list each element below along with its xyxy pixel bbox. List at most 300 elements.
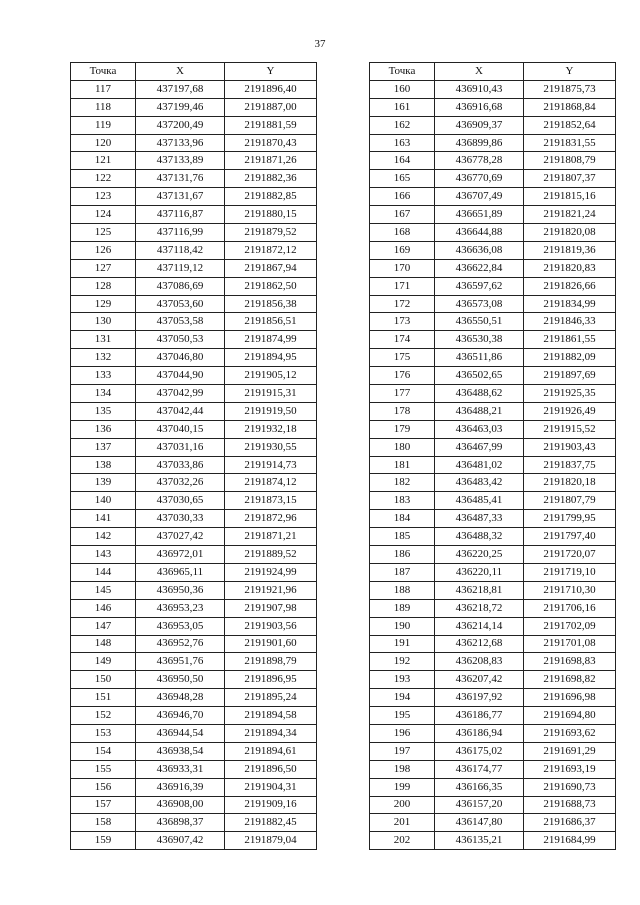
cell-x: 437044,90 — [136, 367, 225, 385]
table-row — [71, 689, 317, 707]
cell-point: 174 — [370, 331, 435, 349]
cell-y: 2191702,09 — [524, 617, 616, 635]
cell-point: 150 — [71, 671, 136, 689]
cell-y: 2191905,12 — [225, 367, 317, 385]
table-row — [71, 653, 317, 671]
cell-x: 437042,44 — [136, 402, 225, 420]
cell-y: 2191693,19 — [524, 760, 616, 778]
cell-y: 2191871,21 — [225, 528, 317, 546]
cell-point: 153 — [71, 724, 136, 742]
cell-y: 2191925,35 — [524, 385, 616, 403]
cell-x: 437116,99 — [136, 224, 225, 242]
cell-y: 2191889,52 — [225, 546, 317, 564]
cell-point: 139 — [71, 474, 136, 492]
cell-point: 142 — [71, 528, 136, 546]
cell-y: 2191797,40 — [524, 528, 616, 546]
cell-x: 436488,32 — [435, 528, 524, 546]
table-row — [370, 707, 616, 725]
table-row — [71, 474, 317, 492]
cell-point: 118 — [71, 98, 136, 116]
cell-y: 2191837,75 — [524, 456, 616, 474]
cell-y: 2191819,36 — [524, 241, 616, 259]
cell-y: 2191852,64 — [524, 116, 616, 134]
table-row — [370, 617, 616, 635]
table-row — [370, 742, 616, 760]
cell-point: 202 — [370, 832, 435, 850]
cell-y: 2191874,12 — [225, 474, 317, 492]
cell-y: 2191896,40 — [225, 80, 317, 98]
cell-point: 121 — [71, 152, 136, 170]
cell-y: 2191879,04 — [225, 832, 317, 850]
table-row — [370, 349, 616, 367]
table-row — [71, 581, 317, 599]
cell-y: 2191872,12 — [225, 241, 317, 259]
table-row — [370, 653, 616, 671]
cell-x: 436910,43 — [435, 80, 524, 98]
table-row — [71, 367, 317, 385]
table-row — [71, 832, 317, 850]
cell-y: 2191882,45 — [225, 814, 317, 832]
cell-x: 436530,38 — [435, 331, 524, 349]
header-point: Точка — [370, 63, 435, 81]
cell-point: 182 — [370, 474, 435, 492]
table-row — [370, 98, 616, 116]
table-row — [71, 456, 317, 474]
cell-point: 194 — [370, 689, 435, 707]
table-row — [71, 796, 317, 814]
cell-y: 2191698,83 — [524, 653, 616, 671]
table-row — [370, 295, 616, 313]
cell-point: 136 — [71, 420, 136, 438]
table-row — [71, 742, 317, 760]
cell-y: 2191914,73 — [225, 456, 317, 474]
table-row — [71, 80, 317, 98]
cell-x: 436488,21 — [435, 402, 524, 420]
cell-y: 2191907,98 — [225, 599, 317, 617]
table-row — [71, 707, 317, 725]
cell-point: 129 — [71, 295, 136, 313]
cell-x: 437046,80 — [136, 349, 225, 367]
cell-x: 436907,42 — [136, 832, 225, 850]
table-row — [71, 617, 317, 635]
table-row — [370, 241, 616, 259]
table-row — [71, 170, 317, 188]
cell-point: 181 — [370, 456, 435, 474]
cell-y: 2191719,10 — [524, 563, 616, 581]
cell-x: 437032,26 — [136, 474, 225, 492]
cell-x: 436944,54 — [136, 724, 225, 742]
cell-y: 2191710,30 — [524, 581, 616, 599]
table-row — [71, 563, 317, 581]
cell-x: 436186,77 — [435, 707, 524, 725]
cell-point: 195 — [370, 707, 435, 725]
cell-x: 436218,72 — [435, 599, 524, 617]
table-row — [71, 724, 317, 742]
table-row — [71, 241, 317, 259]
cell-x: 436636,08 — [435, 241, 524, 259]
table-row — [370, 277, 616, 295]
cell-y: 2191870,43 — [225, 134, 317, 152]
cell-y: 2191896,95 — [225, 671, 317, 689]
table-row — [71, 760, 317, 778]
cell-x: 437086,69 — [136, 277, 225, 295]
cell-y: 2191875,73 — [524, 80, 616, 98]
cell-x: 437133,89 — [136, 152, 225, 170]
cell-point: 175 — [370, 349, 435, 367]
table-row — [370, 581, 616, 599]
table-row — [370, 402, 616, 420]
cell-y: 2191915,52 — [524, 420, 616, 438]
cell-y: 2191820,18 — [524, 474, 616, 492]
cell-y: 2191808,79 — [524, 152, 616, 170]
cell-point: 186 — [370, 546, 435, 564]
cell-y: 2191903,56 — [225, 617, 317, 635]
table-row — [370, 546, 616, 564]
cell-y: 2191932,18 — [225, 420, 317, 438]
cell-y: 2191894,58 — [225, 707, 317, 725]
cell-point: 171 — [370, 277, 435, 295]
table-row — [71, 134, 317, 152]
cell-x: 436511,86 — [435, 349, 524, 367]
cell-x: 437031,16 — [136, 438, 225, 456]
cell-point: 122 — [71, 170, 136, 188]
cell-point: 196 — [370, 724, 435, 742]
table-row — [370, 331, 616, 349]
cell-x: 436770,69 — [435, 170, 524, 188]
cell-x: 437042,99 — [136, 385, 225, 403]
cell-x: 436909,37 — [435, 116, 524, 134]
table-row — [370, 206, 616, 224]
cell-y: 2191909,16 — [225, 796, 317, 814]
cell-point: 169 — [370, 241, 435, 259]
table-row — [370, 170, 616, 188]
cell-y: 2191684,99 — [524, 832, 616, 850]
cell-point: 147 — [71, 617, 136, 635]
cell-y: 2191820,83 — [524, 259, 616, 277]
cell-x: 436135,21 — [435, 832, 524, 850]
cell-x: 437116,87 — [136, 206, 225, 224]
cell-point: 165 — [370, 170, 435, 188]
cell-point: 128 — [71, 277, 136, 295]
page-number: 37 — [314, 38, 326, 50]
cell-y: 2191846,33 — [524, 313, 616, 331]
cell-y: 2191694,80 — [524, 707, 616, 725]
table-row — [370, 259, 616, 277]
cell-x: 437033,86 — [136, 456, 225, 474]
cell-x: 436483,42 — [435, 474, 524, 492]
cell-point: 177 — [370, 385, 435, 403]
cell-x: 437131,76 — [136, 170, 225, 188]
cell-y: 2191834,99 — [524, 295, 616, 313]
cell-x: 436622,84 — [435, 259, 524, 277]
cell-point: 127 — [71, 259, 136, 277]
cell-y: 2191882,85 — [225, 188, 317, 206]
cell-point: 158 — [71, 814, 136, 832]
cell-y: 2191688,73 — [524, 796, 616, 814]
cell-y: 2191894,95 — [225, 349, 317, 367]
cell-point: 197 — [370, 742, 435, 760]
cell-point: 131 — [71, 331, 136, 349]
cell-point: 156 — [71, 778, 136, 796]
table-row — [71, 188, 317, 206]
cell-point: 157 — [71, 796, 136, 814]
cell-x: 436214,14 — [435, 617, 524, 635]
cell-point: 189 — [370, 599, 435, 617]
cell-x: 436946,70 — [136, 707, 225, 725]
cell-point: 184 — [370, 510, 435, 528]
cell-point: 163 — [370, 134, 435, 152]
cell-x: 437118,42 — [136, 241, 225, 259]
cell-point: 154 — [71, 742, 136, 760]
table-row — [71, 331, 317, 349]
cell-x: 437133,96 — [136, 134, 225, 152]
cell-x: 437030,65 — [136, 492, 225, 510]
table-row — [71, 313, 317, 331]
cell-point: 191 — [370, 635, 435, 653]
cell-x: 437119,12 — [136, 259, 225, 277]
cell-x: 436208,83 — [435, 653, 524, 671]
table-row — [71, 206, 317, 224]
cell-y: 2191924,99 — [225, 563, 317, 581]
cell-y: 2191690,73 — [524, 778, 616, 796]
cell-x: 437197,68 — [136, 80, 225, 98]
cell-y: 2191882,09 — [524, 349, 616, 367]
cell-y: 2191826,66 — [524, 277, 616, 295]
cell-point: 140 — [71, 492, 136, 510]
cell-y: 2191880,15 — [225, 206, 317, 224]
cell-y: 2191693,62 — [524, 724, 616, 742]
cell-y: 2191915,31 — [225, 385, 317, 403]
table-row — [370, 116, 616, 134]
cell-x: 436481,02 — [435, 456, 524, 474]
table-row — [71, 259, 317, 277]
cell-y: 2191861,55 — [524, 331, 616, 349]
cell-x: 436916,68 — [435, 98, 524, 116]
cell-point: 137 — [71, 438, 136, 456]
table-row — [71, 492, 317, 510]
cell-x: 436220,25 — [435, 546, 524, 564]
table-header-row — [71, 63, 317, 81]
coordinates-table-right — [369, 62, 616, 850]
table-row — [71, 528, 317, 546]
cell-point: 151 — [71, 689, 136, 707]
cell-y: 2191919,50 — [225, 402, 317, 420]
cell-point: 170 — [370, 259, 435, 277]
cell-x: 437131,67 — [136, 188, 225, 206]
table-row — [71, 546, 317, 564]
cell-y: 2191799,95 — [524, 510, 616, 528]
cell-point: 152 — [71, 707, 136, 725]
table-row — [71, 671, 317, 689]
cell-x: 436218,81 — [435, 581, 524, 599]
cell-x: 436908,00 — [136, 796, 225, 814]
cell-point: 176 — [370, 367, 435, 385]
cell-x: 436950,50 — [136, 671, 225, 689]
table-row — [370, 438, 616, 456]
cell-x: 436707,49 — [435, 188, 524, 206]
cell-x: 436485,41 — [435, 492, 524, 510]
cell-point: 200 — [370, 796, 435, 814]
cell-point: 133 — [71, 367, 136, 385]
table-row — [71, 349, 317, 367]
cell-y: 2191831,55 — [524, 134, 616, 152]
cell-x: 437030,33 — [136, 510, 225, 528]
cell-x: 436950,36 — [136, 581, 225, 599]
cell-x: 436651,89 — [435, 206, 524, 224]
cell-point: 145 — [71, 581, 136, 599]
table-row — [370, 313, 616, 331]
cell-x: 436207,42 — [435, 671, 524, 689]
cell-y: 2191807,37 — [524, 170, 616, 188]
cell-x: 436463,03 — [435, 420, 524, 438]
table-row — [370, 152, 616, 170]
cell-y: 2191872,96 — [225, 510, 317, 528]
cell-x: 437053,60 — [136, 295, 225, 313]
cell-y: 2191897,69 — [524, 367, 616, 385]
cell-point: 117 — [71, 80, 136, 98]
cell-x: 436166,35 — [435, 778, 524, 796]
cell-point: 199 — [370, 778, 435, 796]
cell-point: 166 — [370, 188, 435, 206]
cell-point: 120 — [71, 134, 136, 152]
cell-y: 2191701,08 — [524, 635, 616, 653]
cell-x: 436778,28 — [435, 152, 524, 170]
header-x: X — [136, 63, 225, 81]
coordinates-table-left — [70, 62, 317, 850]
cell-y: 2191720,07 — [524, 546, 616, 564]
table-row — [71, 277, 317, 295]
cell-point: 119 — [71, 116, 136, 134]
cell-x: 437027,42 — [136, 528, 225, 546]
cell-x: 436174,77 — [435, 760, 524, 778]
table-row — [71, 599, 317, 617]
cell-point: 160 — [370, 80, 435, 98]
cell-point: 132 — [71, 349, 136, 367]
cell-point: 123 — [71, 188, 136, 206]
table-row — [71, 814, 317, 832]
table-row — [370, 563, 616, 581]
cell-y: 2191896,50 — [225, 760, 317, 778]
cell-x: 436899,86 — [435, 134, 524, 152]
table-row — [71, 116, 317, 134]
cell-point: 144 — [71, 563, 136, 581]
cell-point: 141 — [71, 510, 136, 528]
cell-point: 192 — [370, 653, 435, 671]
table-row — [71, 152, 317, 170]
table-row — [370, 671, 616, 689]
cell-y: 2191807,79 — [524, 492, 616, 510]
cell-x: 436186,94 — [435, 724, 524, 742]
cell-point: 168 — [370, 224, 435, 242]
cell-x: 436157,20 — [435, 796, 524, 814]
table-row — [370, 760, 616, 778]
cell-point: 149 — [71, 653, 136, 671]
cell-point: 173 — [370, 313, 435, 331]
table-row — [370, 510, 616, 528]
table-row — [370, 188, 616, 206]
cell-point: 190 — [370, 617, 435, 635]
header-x: X — [435, 63, 524, 81]
cell-y: 2191930,55 — [225, 438, 317, 456]
cell-y: 2191898,79 — [225, 653, 317, 671]
cell-y: 2191696,98 — [524, 689, 616, 707]
cell-y: 2191874,99 — [225, 331, 317, 349]
cell-x: 436951,76 — [136, 653, 225, 671]
table-row — [370, 814, 616, 832]
cell-x: 436550,51 — [435, 313, 524, 331]
cell-x: 436953,23 — [136, 599, 225, 617]
cell-y: 2191706,16 — [524, 599, 616, 617]
table-row — [370, 474, 616, 492]
cell-y: 2191921,96 — [225, 581, 317, 599]
cell-point: 172 — [370, 295, 435, 313]
cell-y: 2191904,31 — [225, 778, 317, 796]
cell-x: 437040,15 — [136, 420, 225, 438]
cell-y: 2191887,00 — [225, 98, 317, 116]
cell-x: 436212,68 — [435, 635, 524, 653]
cell-x: 436933,31 — [136, 760, 225, 778]
cell-x: 436573,08 — [435, 295, 524, 313]
table-row — [71, 438, 317, 456]
cell-x: 436952,76 — [136, 635, 225, 653]
cell-point: 143 — [71, 546, 136, 564]
cell-x: 436953,05 — [136, 617, 225, 635]
table-row — [370, 134, 616, 152]
table-row — [370, 492, 616, 510]
cell-y: 2191903,43 — [524, 438, 616, 456]
cell-x: 436898,37 — [136, 814, 225, 832]
cell-point: 193 — [370, 671, 435, 689]
cell-point: 180 — [370, 438, 435, 456]
cell-point: 155 — [71, 760, 136, 778]
cell-y: 2191901,60 — [225, 635, 317, 653]
cell-y: 2191879,52 — [225, 224, 317, 242]
cell-y: 2191894,61 — [225, 742, 317, 760]
table-row — [370, 420, 616, 438]
cell-x: 436972,01 — [136, 546, 225, 564]
table-row — [370, 224, 616, 242]
cell-x: 437053,58 — [136, 313, 225, 331]
cell-y: 2191862,50 — [225, 277, 317, 295]
table-row — [71, 224, 317, 242]
cell-point: 164 — [370, 152, 435, 170]
cell-x: 436644,88 — [435, 224, 524, 242]
cell-x: 436220,11 — [435, 563, 524, 581]
cell-y: 2191821,24 — [524, 206, 616, 224]
cell-y: 2191815,16 — [524, 188, 616, 206]
header-y: Y — [225, 63, 317, 81]
cell-x: 436948,28 — [136, 689, 225, 707]
table-header-row — [370, 63, 616, 81]
cell-y: 2191881,59 — [225, 116, 317, 134]
cell-point: 167 — [370, 206, 435, 224]
cell-x: 437050,53 — [136, 331, 225, 349]
cell-y: 2191871,26 — [225, 152, 317, 170]
cell-point: 124 — [71, 206, 136, 224]
cell-y: 2191882,36 — [225, 170, 317, 188]
cell-y: 2191895,24 — [225, 689, 317, 707]
table-row — [370, 778, 616, 796]
cell-point: 162 — [370, 116, 435, 134]
cell-point: 187 — [370, 563, 435, 581]
cell-y: 2191894,34 — [225, 724, 317, 742]
cell-point: 125 — [71, 224, 136, 242]
table-row — [370, 724, 616, 742]
cell-x: 436502,65 — [435, 367, 524, 385]
table-row — [71, 635, 317, 653]
cell-y: 2191820,08 — [524, 224, 616, 242]
cell-point: 161 — [370, 98, 435, 116]
